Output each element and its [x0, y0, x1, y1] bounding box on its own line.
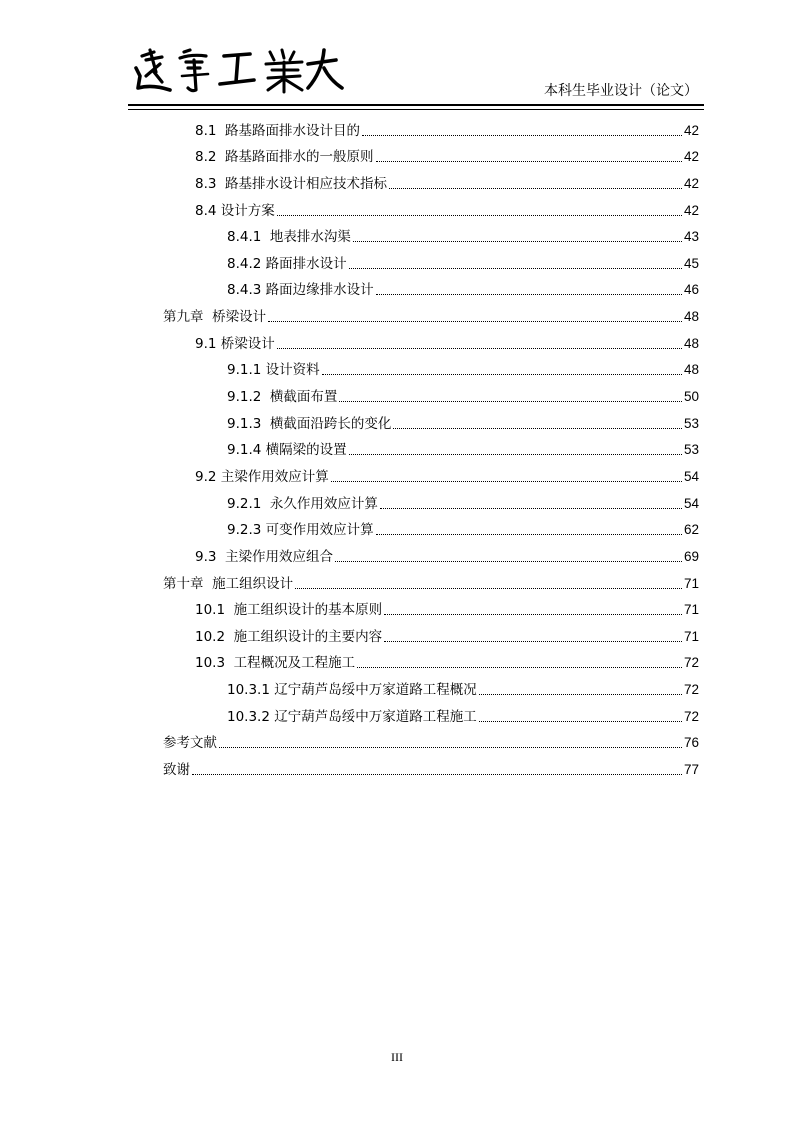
toc-entry-page: 62: [683, 522, 699, 538]
toc-entry[interactable]: [163, 487, 699, 514]
toc-entry-page: 48: [683, 362, 699, 378]
toc-entry-title: 9.1.3 横截面沿跨长的变化: [227, 415, 392, 432]
toc-dot-leader: [384, 614, 682, 615]
toc-dot-leader: [376, 161, 682, 162]
toc-dot-leader: [384, 641, 682, 642]
toc-entry[interactable]: [163, 247, 699, 274]
toc-entry-title: 第九章 桥梁设计: [163, 309, 267, 326]
toc-entry-title: 10.2 施工组织设计的主要内容: [195, 628, 383, 645]
toc-entry-page: 71: [683, 575, 699, 591]
toc-entry[interactable]: [163, 540, 699, 567]
toc-entry[interactable]: [163, 354, 699, 381]
toc-entry[interactable]: [163, 567, 699, 594]
toc-dot-leader: [268, 321, 682, 322]
toc-entry-page: 76: [683, 735, 699, 751]
toc-entry-title: 10.3.1 辽宁葫芦岛绥中万家道路工程概况: [227, 682, 477, 699]
toc-dot-leader: [339, 401, 682, 402]
toc-entry[interactable]: [163, 141, 699, 168]
page-number: III: [391, 1050, 403, 1064]
toc-entry-page: 54: [683, 495, 699, 511]
toc-entry-title: 10.1 施工组织设计的基本原则: [195, 602, 383, 619]
toc-entry-page: 50: [683, 389, 699, 405]
toc-entry[interactable]: [163, 274, 699, 301]
toc-entry[interactable]: [163, 673, 699, 700]
header-rule-thick: [128, 104, 704, 106]
toc-entry-page: 42: [683, 175, 699, 191]
toc-entry[interactable]: [163, 167, 699, 194]
toc-entry-title: 9.3 主梁作用效应组合: [195, 548, 334, 565]
toc-entry[interactable]: [163, 727, 699, 754]
toc-entry[interactable]: [163, 194, 699, 221]
toc-entry-page: 42: [683, 122, 699, 138]
toc-dot-leader: [192, 774, 682, 775]
toc-entry-title: 9.1 桥梁设计: [195, 335, 275, 352]
toc-entry-page: 42: [683, 149, 699, 165]
toc-dot-leader: [219, 747, 682, 748]
toc-entry-page: 72: [683, 682, 699, 698]
toc-entry-page: 72: [683, 655, 699, 671]
toc-entry-title: 8.2 路基路面排水的一般原则: [195, 149, 374, 166]
toc-entry-page: 54: [683, 468, 699, 484]
toc-entry-title: 8.1 路基路面排水设计目的: [195, 122, 361, 139]
toc-dot-leader: [277, 215, 682, 216]
toc-dot-leader: [349, 268, 682, 269]
toc-entry[interactable]: [163, 114, 699, 141]
toc-entry-title: 9.1.2 横截面布置: [227, 389, 338, 406]
toc-entry-page: 69: [683, 548, 699, 564]
toc-entry-page: 48: [683, 335, 699, 351]
toc-entry-page: 42: [683, 202, 699, 218]
toc-entry-title: 8.4.3 路面边缘排水设计: [227, 282, 374, 299]
toc-entry-page: 77: [683, 762, 699, 778]
toc-entry[interactable]: [163, 327, 699, 354]
toc-entry-title: 9.1.4 横隔梁的设置: [227, 442, 347, 459]
toc-entry-title: 9.2.1 永久作用效应计算: [227, 495, 378, 512]
toc-entry[interactable]: [163, 647, 699, 674]
toc-entry-page: 72: [683, 708, 699, 724]
toc-entry[interactable]: [163, 753, 699, 780]
university-logo: [132, 42, 346, 98]
toc-dot-leader: [479, 721, 682, 722]
toc-entry[interactable]: [163, 620, 699, 647]
toc-entry[interactable]: [163, 514, 699, 541]
toc-dot-leader: [389, 188, 682, 189]
toc-dot-leader: [357, 667, 682, 668]
toc-entry-page: 45: [683, 255, 699, 271]
toc-dot-leader: [335, 561, 682, 562]
toc-dot-leader: [349, 454, 682, 455]
toc-entry[interactable]: [163, 300, 699, 327]
toc-entry-page: 53: [683, 415, 699, 431]
toc-entry[interactable]: [163, 434, 699, 461]
toc-entry[interactable]: [163, 594, 699, 621]
toc-entry-page: 71: [683, 628, 699, 644]
toc-entry-title: 10.3.2 辽宁葫芦岛绥中万家道路工程施工: [227, 708, 477, 725]
toc-dot-leader: [393, 428, 682, 429]
toc-entry-title: 参考文献: [163, 735, 217, 752]
toc-dot-leader: [322, 374, 682, 375]
table-of-contents: [163, 114, 699, 780]
toc-entry-title: 9.1.1 设计资料: [227, 362, 320, 379]
toc-entry-title: 第十章 施工组织设计: [163, 575, 294, 592]
toc-dot-leader: [353, 241, 682, 242]
toc-entry-title: 8.4.2 路面排水设计: [227, 255, 347, 272]
toc-dot-leader: [277, 348, 682, 349]
toc-entry[interactable]: [163, 221, 699, 248]
toc-entry-page: 48: [683, 309, 699, 325]
toc-entry-page: 53: [683, 442, 699, 458]
toc-dot-leader: [362, 135, 682, 136]
toc-entry-title: 8.4 设计方案: [195, 202, 275, 219]
toc-entry-page: 43: [683, 229, 699, 245]
toc-entry-page: 71: [683, 602, 699, 618]
toc-dot-leader: [380, 508, 682, 509]
toc-entry-title: 10.3 工程概况及工程施工: [195, 655, 356, 672]
header-title: 本科生毕业设计（论文）: [544, 83, 698, 99]
toc-dot-leader: [331, 481, 682, 482]
toc-entry[interactable]: [163, 407, 699, 434]
page-header: [128, 38, 704, 114]
toc-dot-leader: [295, 588, 682, 589]
toc-dot-leader: [479, 694, 682, 695]
toc-entry-title: 8.3 路基排水设计相应技术指标: [195, 175, 388, 192]
toc-entry-title: 8.4.1 地表排水沟渠: [227, 229, 351, 246]
toc-entry[interactable]: [163, 380, 699, 407]
toc-entry-title: 9.2.3 可变作用效应计算: [227, 522, 374, 539]
toc-entry[interactable]: [163, 460, 699, 487]
toc-dot-leader: [376, 534, 682, 535]
toc-entry-title: 9.2 主梁作用效应计算: [195, 468, 329, 485]
toc-entry[interactable]: [163, 700, 699, 727]
toc-entry-page: 46: [683, 282, 699, 298]
toc-dot-leader: [376, 294, 682, 295]
header-rule-thin: [128, 109, 704, 110]
toc-entry-title: 致谢: [163, 762, 190, 779]
